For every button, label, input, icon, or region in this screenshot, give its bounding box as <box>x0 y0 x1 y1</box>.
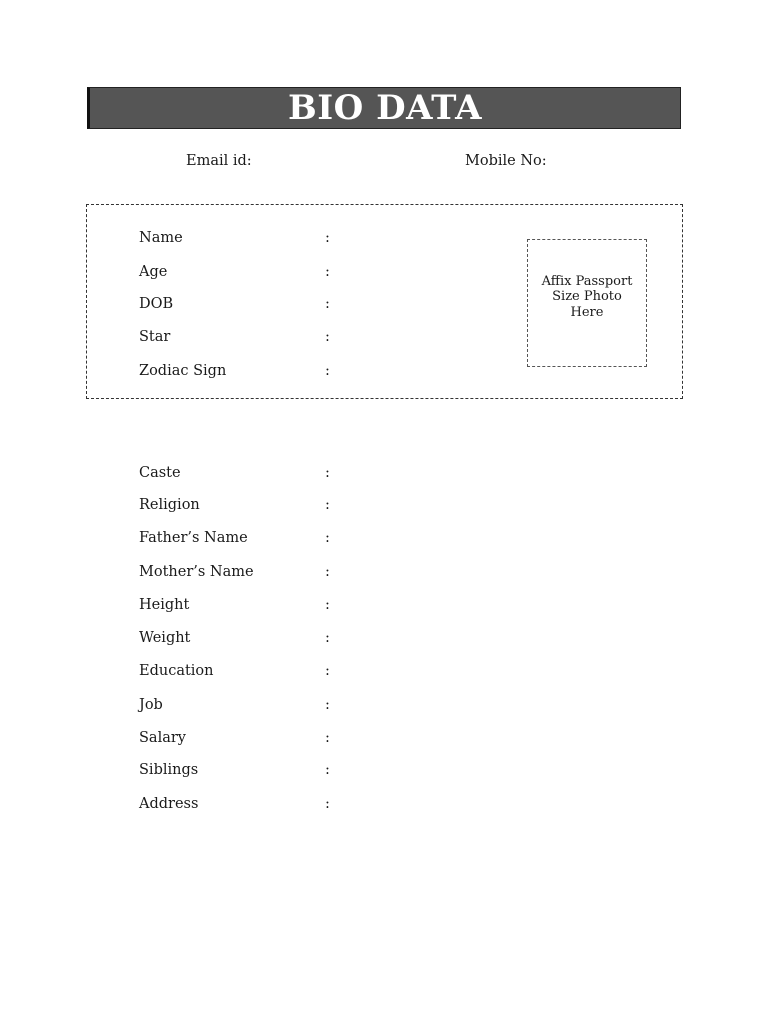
field-label-address: Address <box>139 796 199 812</box>
field-label-name: Name <box>139 230 183 246</box>
field-colon: : <box>325 697 330 713</box>
title-banner <box>87 87 681 129</box>
mobile-label: Mobile No: <box>465 153 547 169</box>
field-colon: : <box>325 530 330 546</box>
field-label-height: Height <box>139 597 190 613</box>
field-colon: : <box>325 663 330 679</box>
field-label-age: Age <box>139 264 168 280</box>
field-colon: : <box>325 630 330 646</box>
field-label-zodiac-sign: Zodiac Sign <box>139 363 227 379</box>
field-label-dob: DOB <box>139 296 174 312</box>
field-colon: : <box>325 762 330 778</box>
field-label-education: Education <box>139 663 214 679</box>
field-colon: : <box>325 730 330 746</box>
field-label-mothers-name: Mother’s Name <box>139 564 254 580</box>
photo-placeholder <box>527 239 647 367</box>
field-label-job: Job <box>139 697 163 713</box>
field-label-weight: Weight <box>139 630 191 646</box>
field-colon: : <box>325 796 330 812</box>
field-colon: : <box>325 264 330 280</box>
field-colon: : <box>325 597 330 613</box>
field-colon: : <box>325 564 330 580</box>
field-label-star: Star <box>139 329 171 345</box>
field-label-caste: Caste <box>139 465 181 481</box>
field-colon: : <box>325 296 330 312</box>
field-colon: : <box>325 230 330 246</box>
field-label-fathers-name: Father’s Name <box>139 530 248 546</box>
field-colon: : <box>325 329 330 345</box>
field-label-salary: Salary <box>139 730 186 746</box>
field-label-religion: Religion <box>139 497 200 513</box>
page-title: BIO DATA <box>288 88 482 128</box>
email-label: Email id: <box>186 153 252 169</box>
field-colon: : <box>325 497 330 513</box>
photo-placeholder-text: Affix Passport Size Photo Here <box>541 273 633 320</box>
field-colon: : <box>325 363 330 379</box>
field-colon: : <box>325 465 330 481</box>
field-label-siblings: Siblings <box>139 762 199 778</box>
